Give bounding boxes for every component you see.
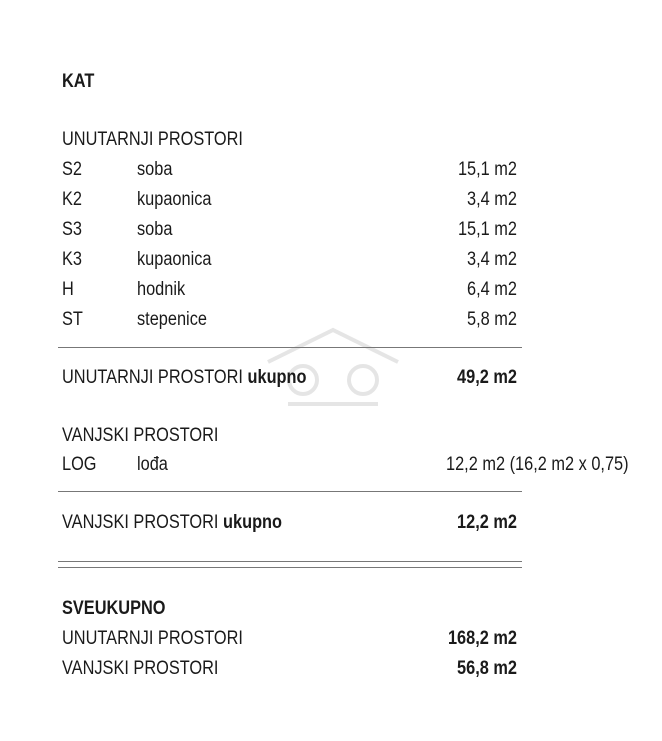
floor-title: KAT: [62, 71, 95, 92]
exterior-heading: VANJSKI PROSTORI: [62, 425, 219, 446]
interior-total-value: 49,2 m2: [457, 367, 517, 388]
room-name: soba: [137, 219, 173, 240]
divider: [58, 347, 522, 348]
room-name: stepenice: [137, 309, 207, 330]
grand-interior-value: 168,2 m2: [447, 628, 517, 649]
double-divider-bottom: [58, 567, 522, 568]
room-code: LOG: [62, 454, 97, 475]
room-area: 15,1 m2: [457, 159, 517, 180]
room-area: 12,2 m2 (16,2 m2 x 0,75): [446, 454, 629, 475]
room-name: kupaonica: [137, 249, 212, 270]
room-name: kupaonica: [137, 189, 212, 210]
grand-total-heading: SVEUKUPNO: [62, 598, 166, 619]
room-code: H: [62, 279, 74, 300]
interior-heading: UNUTARNJI PROSTORI: [62, 129, 243, 150]
room-area: 15,1 m2: [457, 219, 517, 240]
room-area: 6,4 m2: [467, 279, 517, 300]
grand-interior-label: UNUTARNJI PROSTORI: [62, 628, 243, 649]
room-name: hodnik: [137, 279, 186, 300]
exterior-total-value: 12,2 m2: [457, 512, 517, 533]
room-code: K3: [62, 249, 82, 270]
room-name: soba: [137, 159, 173, 180]
divider: [58, 491, 522, 492]
exterior-total-label: VANJSKI PROSTORI ukupno: [62, 512, 283, 533]
room-code: S2: [62, 159, 82, 180]
room-name: lođa: [137, 454, 168, 475]
double-divider-top: [58, 561, 522, 562]
grand-exterior-label: VANJSKI PROSTORI: [62, 658, 219, 679]
room-area: 3,4 m2: [467, 249, 517, 270]
room-code: K2: [62, 189, 82, 210]
room-area: 5,8 m2: [467, 309, 517, 330]
room-area: 3,4 m2: [467, 189, 517, 210]
interior-total-label: UNUTARNJI PROSTORI ukupno: [62, 367, 307, 388]
room-code: S3: [62, 219, 82, 240]
room-code: ST: [62, 309, 83, 330]
grand-exterior-value: 56,8 m2: [457, 658, 517, 679]
